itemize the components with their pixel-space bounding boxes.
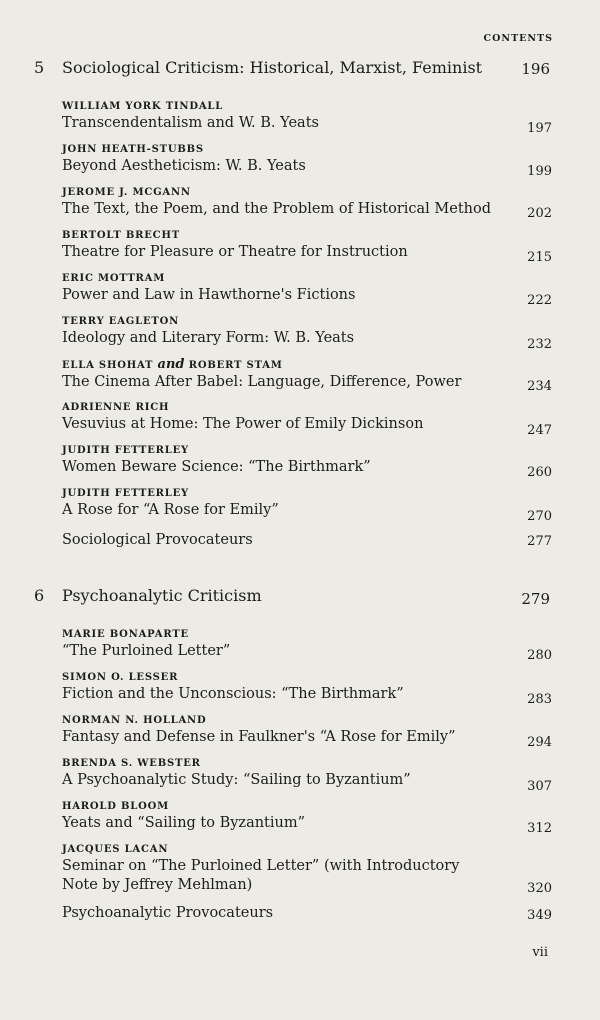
entry-page: 222 xyxy=(527,293,552,308)
entry-author: WILLIAM YORK TINDALL xyxy=(62,101,224,112)
entry-author: JOHN HEATH-STUBBS xyxy=(62,144,204,155)
entry-title: “The Purloined Letter” xyxy=(62,643,231,659)
toc-entry xyxy=(62,800,552,836)
entry-page: 215 xyxy=(527,250,552,265)
entry-author: JEROME J. MCGANN xyxy=(62,187,191,198)
entry-title: A Psychoanalytic Study: “Sailing to Byzantium” xyxy=(62,772,411,788)
toc-entry xyxy=(62,531,552,550)
entry-page: 247 xyxy=(527,423,552,438)
entry-author: JUDITH FETTERLEY xyxy=(62,445,189,456)
entry-title: The Cinema After Babel: Language, Difference, Power xyxy=(62,374,462,390)
entry-title: Seminar on “The Purloined Letter” (with Introductory Note by Jeffrey Mehlman) xyxy=(62,858,460,893)
entry-title: Fantasy and Defense in Faulkner's “A Rose for Emily” xyxy=(62,729,456,745)
entry-author: ERIC MOTTRAM xyxy=(62,273,166,284)
toc-entry xyxy=(62,671,552,707)
entry-title: Vesuvius at Home: The Power of Emily Dickinson xyxy=(62,416,424,432)
entry-author-second: ROBERT STAM xyxy=(188,360,283,371)
toc-entry xyxy=(62,358,552,392)
toc-entry xyxy=(62,315,552,352)
entry-author: ADRIENNE RICH xyxy=(62,402,170,413)
entry-author: TERRY EAGLETON xyxy=(62,316,180,327)
toc-entry xyxy=(62,487,552,524)
toc-entry xyxy=(62,100,552,136)
toc-entry xyxy=(62,186,552,219)
toc-entry xyxy=(62,904,552,923)
chapter-page: 279 xyxy=(521,590,550,608)
entry-title: Theatre for Pleasure or Theatre for Instruction xyxy=(62,244,408,260)
toc-entry xyxy=(62,444,552,480)
running-head: CONTENTS xyxy=(483,33,553,44)
entry-page: 260 xyxy=(527,465,552,480)
entry-page: 349 xyxy=(527,908,552,923)
entry-author: MARIE BONAPARTE xyxy=(62,629,189,640)
toc-entry xyxy=(62,401,552,438)
entry-page: 232 xyxy=(527,337,552,352)
entry-title: Power and Law in Hawthorne's Fictions xyxy=(62,287,356,303)
entry-page: 320 xyxy=(527,881,552,896)
entry-page: 312 xyxy=(527,821,552,836)
entry-author-first: ELLA SHOHAT xyxy=(62,360,154,371)
entry-title: Transcendentalism and W. B. Yeats xyxy=(62,115,319,131)
toc-entry xyxy=(62,272,552,308)
entry-title: Ideology and Literary Form: W. B. Yeats xyxy=(62,330,355,346)
chapter-page: 196 xyxy=(521,60,550,78)
entry-author: BERTOLT BRECHT xyxy=(62,230,180,241)
page-folio: vii xyxy=(532,945,548,960)
entry-author: BRENDA S. WEBSTER xyxy=(62,758,201,769)
toc-entry xyxy=(62,628,552,661)
entry-title: Women Beware Science: “The Birthmark” xyxy=(62,459,371,475)
entry-author: HAROLD BLOOM xyxy=(62,801,169,812)
toc-entry xyxy=(62,143,552,179)
toc-entry xyxy=(62,229,552,265)
toc-entry xyxy=(62,714,552,750)
chapter-title: Sociological Criticism: Historical, Marxist, Feminist xyxy=(62,58,483,77)
entry-title: A Rose for “A Rose for Emily” xyxy=(62,502,279,518)
entry-page: 234 xyxy=(527,379,552,394)
chapter-title: Psychoanalytic Criticism xyxy=(62,586,262,605)
entry-title: Psychoanalytic Provocateurs xyxy=(62,905,274,921)
entry-author: SIMON O. LESSER xyxy=(62,672,179,683)
entry-author: NORMAN N. HOLLAND xyxy=(62,715,207,726)
entry-author: JUDITH FETTERLEY xyxy=(62,488,189,499)
chapter-number: 5 xyxy=(34,58,45,77)
entry-title: Beyond Aestheticism: W. B. Yeats xyxy=(62,158,306,174)
chapter-number: 6 xyxy=(34,586,45,605)
toc-entry xyxy=(62,843,552,895)
entry-title: Yeats and “Sailing to Byzantium” xyxy=(62,815,306,831)
entry-page: 202 xyxy=(527,206,552,221)
entry-title: Sociological Provocateurs xyxy=(62,532,253,548)
entry-page: 270 xyxy=(527,509,552,524)
entry-page: 294 xyxy=(527,735,552,750)
entry-author xyxy=(62,358,552,373)
entry-author-conjunction: and xyxy=(157,357,185,372)
entry-title: The Text, the Poem, and the Problem of Historical Method xyxy=(62,201,492,217)
entry-page: 307 xyxy=(527,779,552,794)
entry-page: 199 xyxy=(527,164,552,179)
entry-page: 283 xyxy=(527,692,552,707)
entry-page: 280 xyxy=(527,648,552,663)
entry-title: Fiction and the Unconscious: “The Birthmark” xyxy=(62,686,404,702)
toc-entry xyxy=(62,757,552,794)
entry-page: 197 xyxy=(527,121,552,136)
entry-author: JACQUES LACAN xyxy=(62,844,169,855)
entry-page: 277 xyxy=(527,534,552,549)
